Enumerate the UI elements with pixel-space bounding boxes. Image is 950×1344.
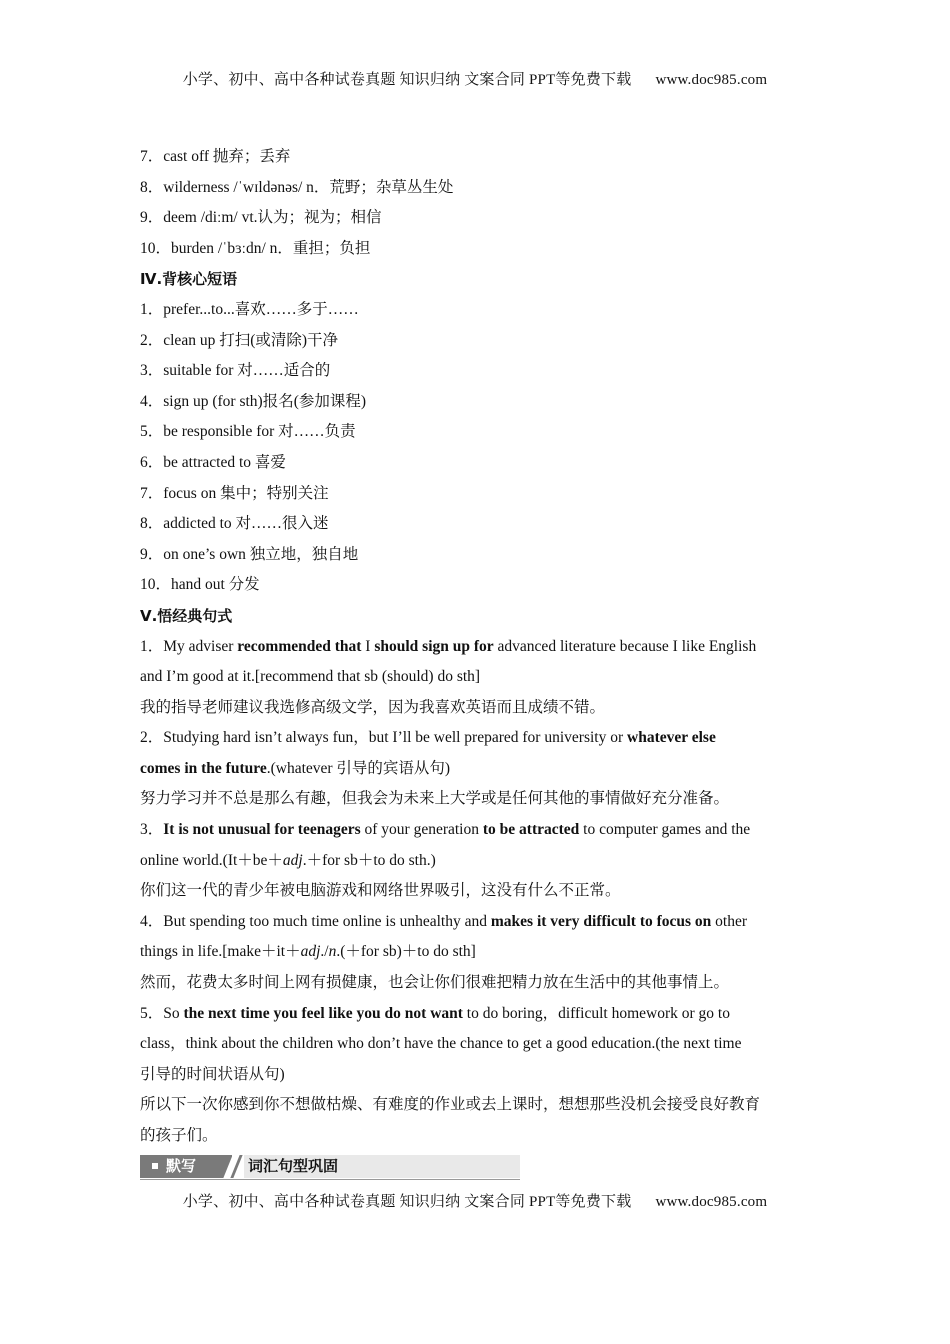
phrase-item: 2．clean up 打扫(或清除)干净: [140, 331, 339, 349]
footer-url[interactable]: www.doc985.com: [655, 1194, 768, 1210]
banner-label-right: 词汇句型巩固: [244, 1155, 520, 1178]
header-text: 小学、初中、高中各种试卷真题 知识归纳 文案合同 PPT等免费下载: [182, 72, 632, 88]
sentence-2-cn: 努力学习并不总是那么有趣，但我会为未来上大学或是任何其他的事情做好充分准备。: [140, 790, 730, 808]
sentence-2-en-cont: comes in the future.(whatever 引导的宾语从句): [140, 759, 451, 777]
sentence-1-cn: 我的指导老师建议我选修高级文学，因为我喜欢英语而且成绩不错。: [140, 698, 606, 716]
phrase-item: 8．addicted to 对……很入迷: [140, 515, 329, 533]
document-body: [140, 142, 810, 1152]
header-url[interactable]: www.doc985.com: [655, 72, 768, 88]
page-footer: [0, 1190, 950, 1211]
banner-underline: [140, 1179, 520, 1180]
section-banner: [140, 1153, 520, 1180]
sentence-5-cn: 所以下一次你感到你不想做枯燥、有难度的作业或去上课时，想想那些没机会接受良好教育: [140, 1096, 761, 1114]
sentence-4-en: 4．But spending too much time online is unhealthy and makes it very difficult to focus on other: [140, 912, 748, 930]
sentence-5-en-cont: class，think about the children who don’t have the chance to get a good education.(the next time: [140, 1035, 742, 1053]
sentence-3-cn: 你们这一代的青少年被电脑游戏和网络世界吸引，这没有什么不正常。: [140, 882, 621, 900]
sentence-3-en-cont: online world.(It＋be＋adj.＋for sb＋to do sth.): [140, 851, 436, 869]
vocab-item: 9．deem /diːm/ vt.认为；视为；相信: [140, 209, 382, 227]
sentence-2-en: 2．Studying hard isn’t always fun，but I’ll be well prepared for university or whatever else: [140, 729, 716, 747]
phrase-item: 1．prefer...to...喜欢……多于……: [140, 300, 359, 318]
vocab-item: 7．cast off 抛弃；丢弃: [140, 148, 291, 165]
sentence-5-en-cont: 引导的时间状语从句): [140, 1065, 285, 1083]
phrase-item: 7．focus on 集中；特别关注: [140, 484, 329, 502]
sentence-3-en: 3．It is not unusual for teenagers of your generation to be attracted to computer games and the: [140, 821, 751, 839]
sentence-5-en: 5．So the next time you feel like you do not want to do boring，difficult homework or go to: [140, 1004, 730, 1022]
page-header: [0, 68, 950, 89]
vocab-item: 10．burden /ˈbɜːdn/ n．重担；负担: [140, 239, 371, 257]
sentence-4-en-cont: things in life.[make＋it＋adj./n.(＋for sb)＋to do sth]: [140, 943, 476, 961]
phrase-item: 6．be attracted to 喜爱: [140, 453, 286, 471]
phrase-item: 3．suitable for 对……适合的: [140, 362, 331, 380]
sentence-1-en: 1．My adviser recommended that I should sign up for advanced literature because I like English: [140, 637, 757, 655]
phrase-item: 5．be responsible for 对……负责: [140, 423, 356, 441]
sentence-4-cn: 然而，花费太多时间上网有损健康，也会让你们很难把精力放在生活中的其他事情上。: [140, 974, 730, 992]
square-bullet-icon: [152, 1163, 158, 1169]
section-heading-phrases: Ⅳ.背核心短语: [140, 270, 238, 289]
banner-label-left: 默写: [140, 1155, 232, 1178]
vocab-item: 8．wilderness /ˈwɪldənəs/ n．荒野；杂草丛生处: [140, 178, 454, 196]
footer-text: 小学、初中、高中各种试卷真题 知识归纳 文案合同 PPT等免费下载: [182, 1194, 632, 1210]
phrase-item: 4．sign up (for sth)报名(参加课程): [140, 392, 367, 410]
phrase-item: 10．hand out 分发: [140, 576, 260, 594]
sentence-1-en-cont: and I’m good at it.[recommend that sb (should) do sth]: [140, 668, 481, 686]
sentence-5-cn-cont: 的孩子们。: [140, 1127, 218, 1144]
section-heading-sentences: Ⅴ.悟经典句式: [140, 606, 233, 625]
phrase-item: 9．on one’s own 独立地，独自地: [140, 545, 359, 563]
